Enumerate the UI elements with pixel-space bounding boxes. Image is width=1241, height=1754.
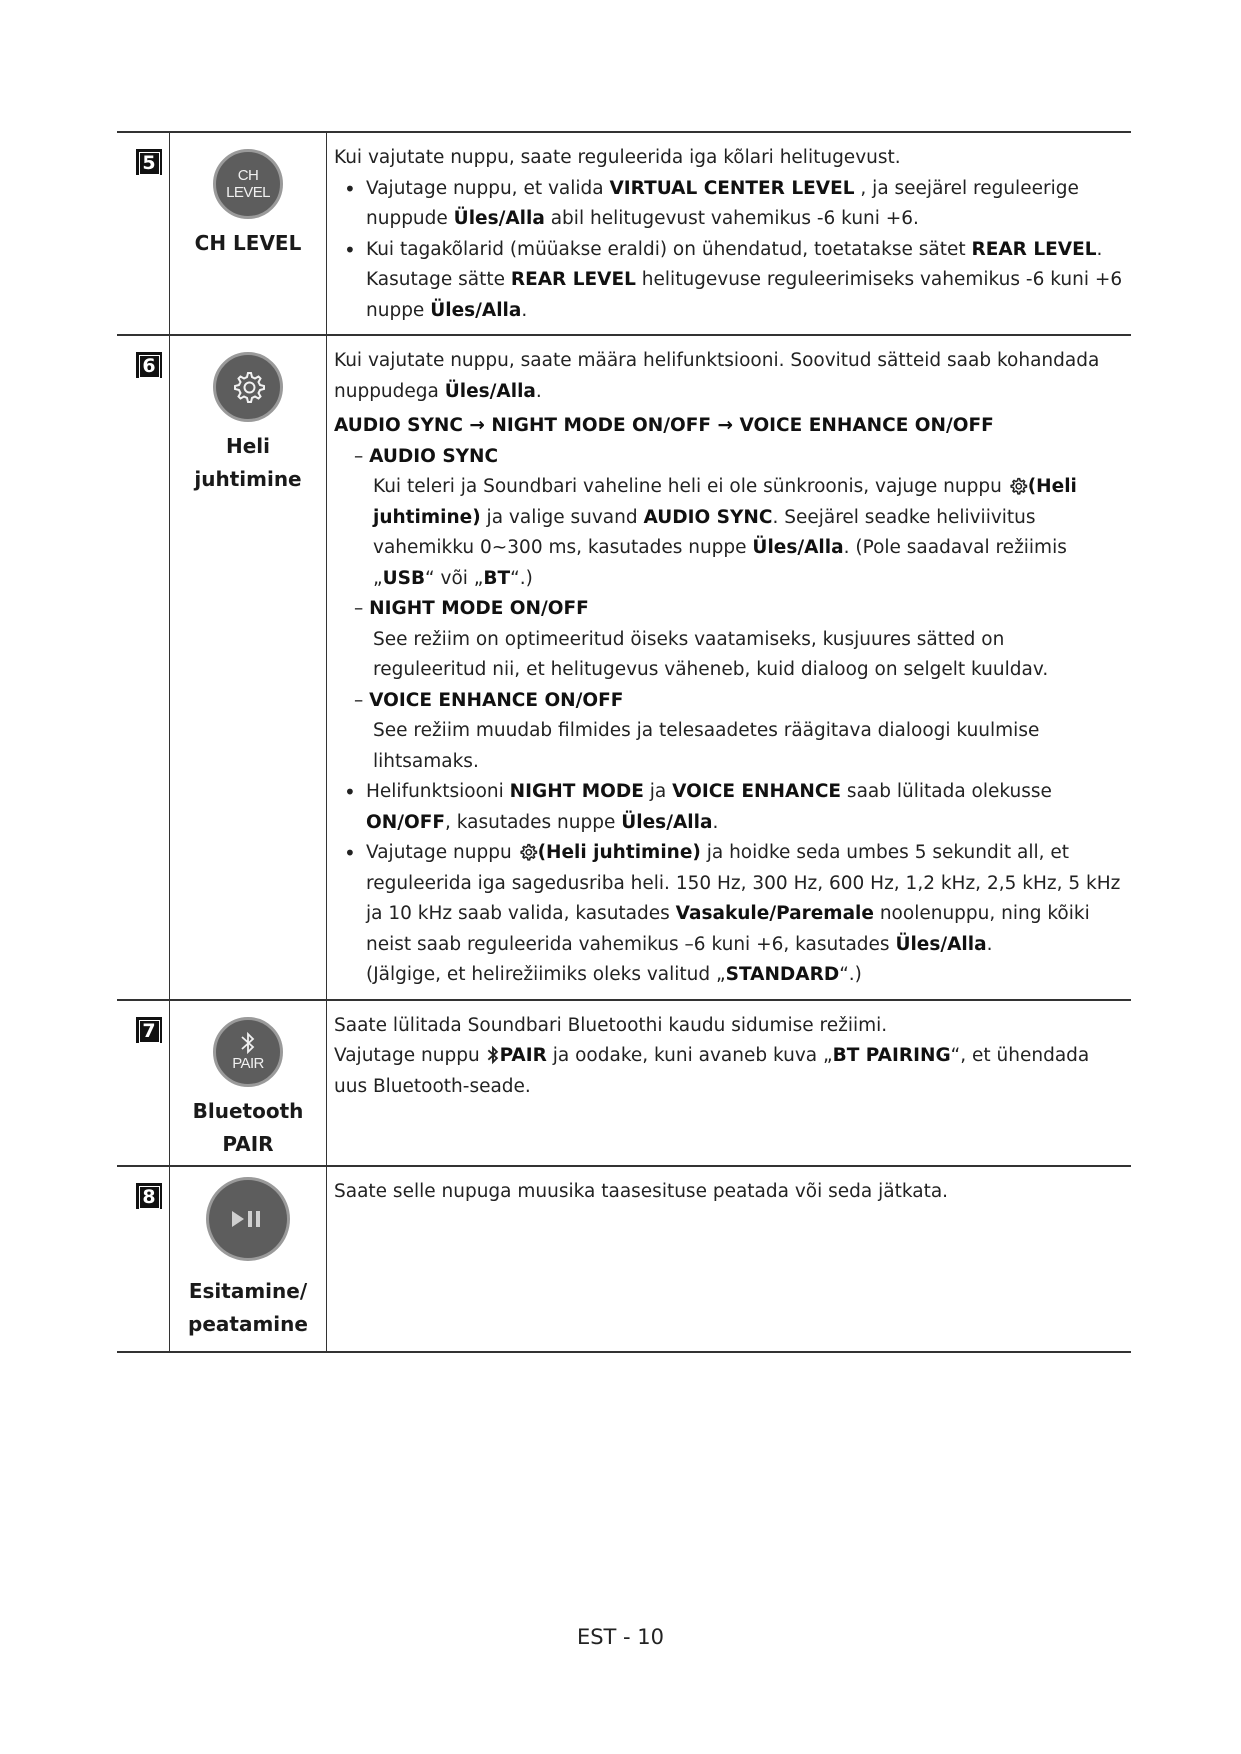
sub-body: See režiim muudab filmides ja telesaadetes räägitava dialoogi kuulmise lihtsamaks. — [373, 720, 1040, 772]
bullet-list — [334, 777, 1123, 991]
play-pause-button-icon — [206, 1177, 290, 1261]
button-label: Heli juhtimine — [194, 434, 302, 491]
row-intro: Kui vajutate nuppu, saate reguleerida iga kõlari helitugevust. — [334, 147, 901, 168]
gear-icon — [1008, 476, 1028, 496]
table-row — [117, 132, 1131, 335]
table-row — [117, 1000, 1131, 1166]
button-label: Bluetooth PAIR — [192, 1098, 304, 1156]
sub-body: See režiim on optimeeritud öiseks vaatamiseks, kusjuures sätted on reguleeritud nii, et helitugevus väheneb, kuid dialoog on selgelt kuuldav. — [373, 628, 1049, 680]
row-intro: Kui vajutate nuppu, saate määra helifunktsiooni. Soovitud sätteid saab kohandada nuppudega Üles/Alla. — [334, 350, 1100, 402]
sub-heading: – VOICE ENHANCE ON/OFF — [354, 689, 624, 711]
bluetooth-icon — [486, 1045, 500, 1065]
bluetooth-pair-button-icon: PAIR — [213, 1017, 283, 1087]
button-label: Esitamine/ peatamine — [188, 1278, 308, 1336]
list-item: • Vajutage nuppu, et valida VIRTUAL CENTER LEVEL , ja seejärel reguleerige nuppude Üles/Alla abil helitugevust vahemikus -6 kuni +6. — [334, 174, 1123, 235]
sound-control-button-icon — [213, 352, 283, 422]
sub-heading: – AUDIO SYNC — [354, 445, 499, 467]
row-intro: Saate lülitada Soundbari Bluetoothi kaudu sidumise režiimi. — [334, 1014, 888, 1036]
table-row — [117, 1166, 1131, 1352]
row-number-badge: 5 — [136, 149, 162, 175]
sub-heading: – NIGHT MODE ON/OFF — [354, 598, 589, 619]
play-pause-icon — [230, 1209, 266, 1229]
row-number-badge: 7 — [136, 1017, 162, 1043]
arrow-icon: → — [469, 415, 485, 436]
list-item: • Kui tagakõlarid (müüakse eraldi) on ühendatud, toetatakse sätet REAR LEVEL. Kasutage sätte REAR LEVEL helitugevuse reguleerimiseks vahemikus -6 kuni +6 nuppe Üles/Alla. — [334, 235, 1123, 327]
bullet-list — [334, 174, 1123, 327]
row-number-badge: 6 — [136, 352, 162, 378]
mode-sequence: AUDIO SYNC → NIGHT MODE ON/OFF → VOICE ENHANCE ON/OFF — [334, 415, 994, 436]
gear-icon — [229, 368, 267, 406]
list-item: • Helifunktsiooni NIGHT MODE ja VOICE ENHANCE saab lülitada olekusse ON/OFF, kasutades nuppe Üles/Alla. — [334, 777, 1123, 838]
ch-level-button-icon: CH LEVEL — [213, 149, 283, 219]
manual-table — [117, 131, 1131, 1353]
page-number: EST - 10 — [576, 1625, 665, 1649]
table-row — [117, 335, 1131, 1000]
bluetooth-icon — [239, 1031, 257, 1055]
arrow-icon: → — [717, 415, 733, 436]
button-label: CH LEVEL — [194, 231, 302, 255]
list-item: • Vajutage nuppu (Heli juhtimine) ja hoidke seda umbes 5 sekundit all, et reguleerida iga sagedusriba heli. 150 Hz, 300 Hz, 600 Hz, 1,2 kHz, 2,5 kHz, 5 kHz ja 10 kHz saab valida, kasutades Vasakule/Paremale noolenuppu, ning kõiki neist saab reguleerida vahemikus –6 kuni +6, kasutades Üles/Alla. (Jälgige, et helirežiimiks oleks valitud „STANDARD“.) — [334, 838, 1123, 991]
row-number-badge: 8 — [136, 1183, 162, 1209]
gear-icon — [518, 842, 538, 862]
sub-body: Kui teleri ja Soundbari vaheline heli ei ole sünkroonis, vajuge nuppu (Heli juhtimine) ja valige suvand AUDIO SYNC. Seejärel seadke heliviivitus vahemikku 0~300 ms, kasutades nuppe Üles/Alla. (Pole saadaval režiimis „USB“ või „BT“.) — [373, 476, 1077, 589]
row-body: Vajutage nuppu PAIR ja oodake, kuni avaneb kuva „BT PAIRING“, et ühendada uus Bluetooth-seade. — [334, 1045, 1090, 1097]
row-intro: Saate selle nupuga muusika taasesituse peatada või seda jätkata. — [334, 1180, 949, 1202]
